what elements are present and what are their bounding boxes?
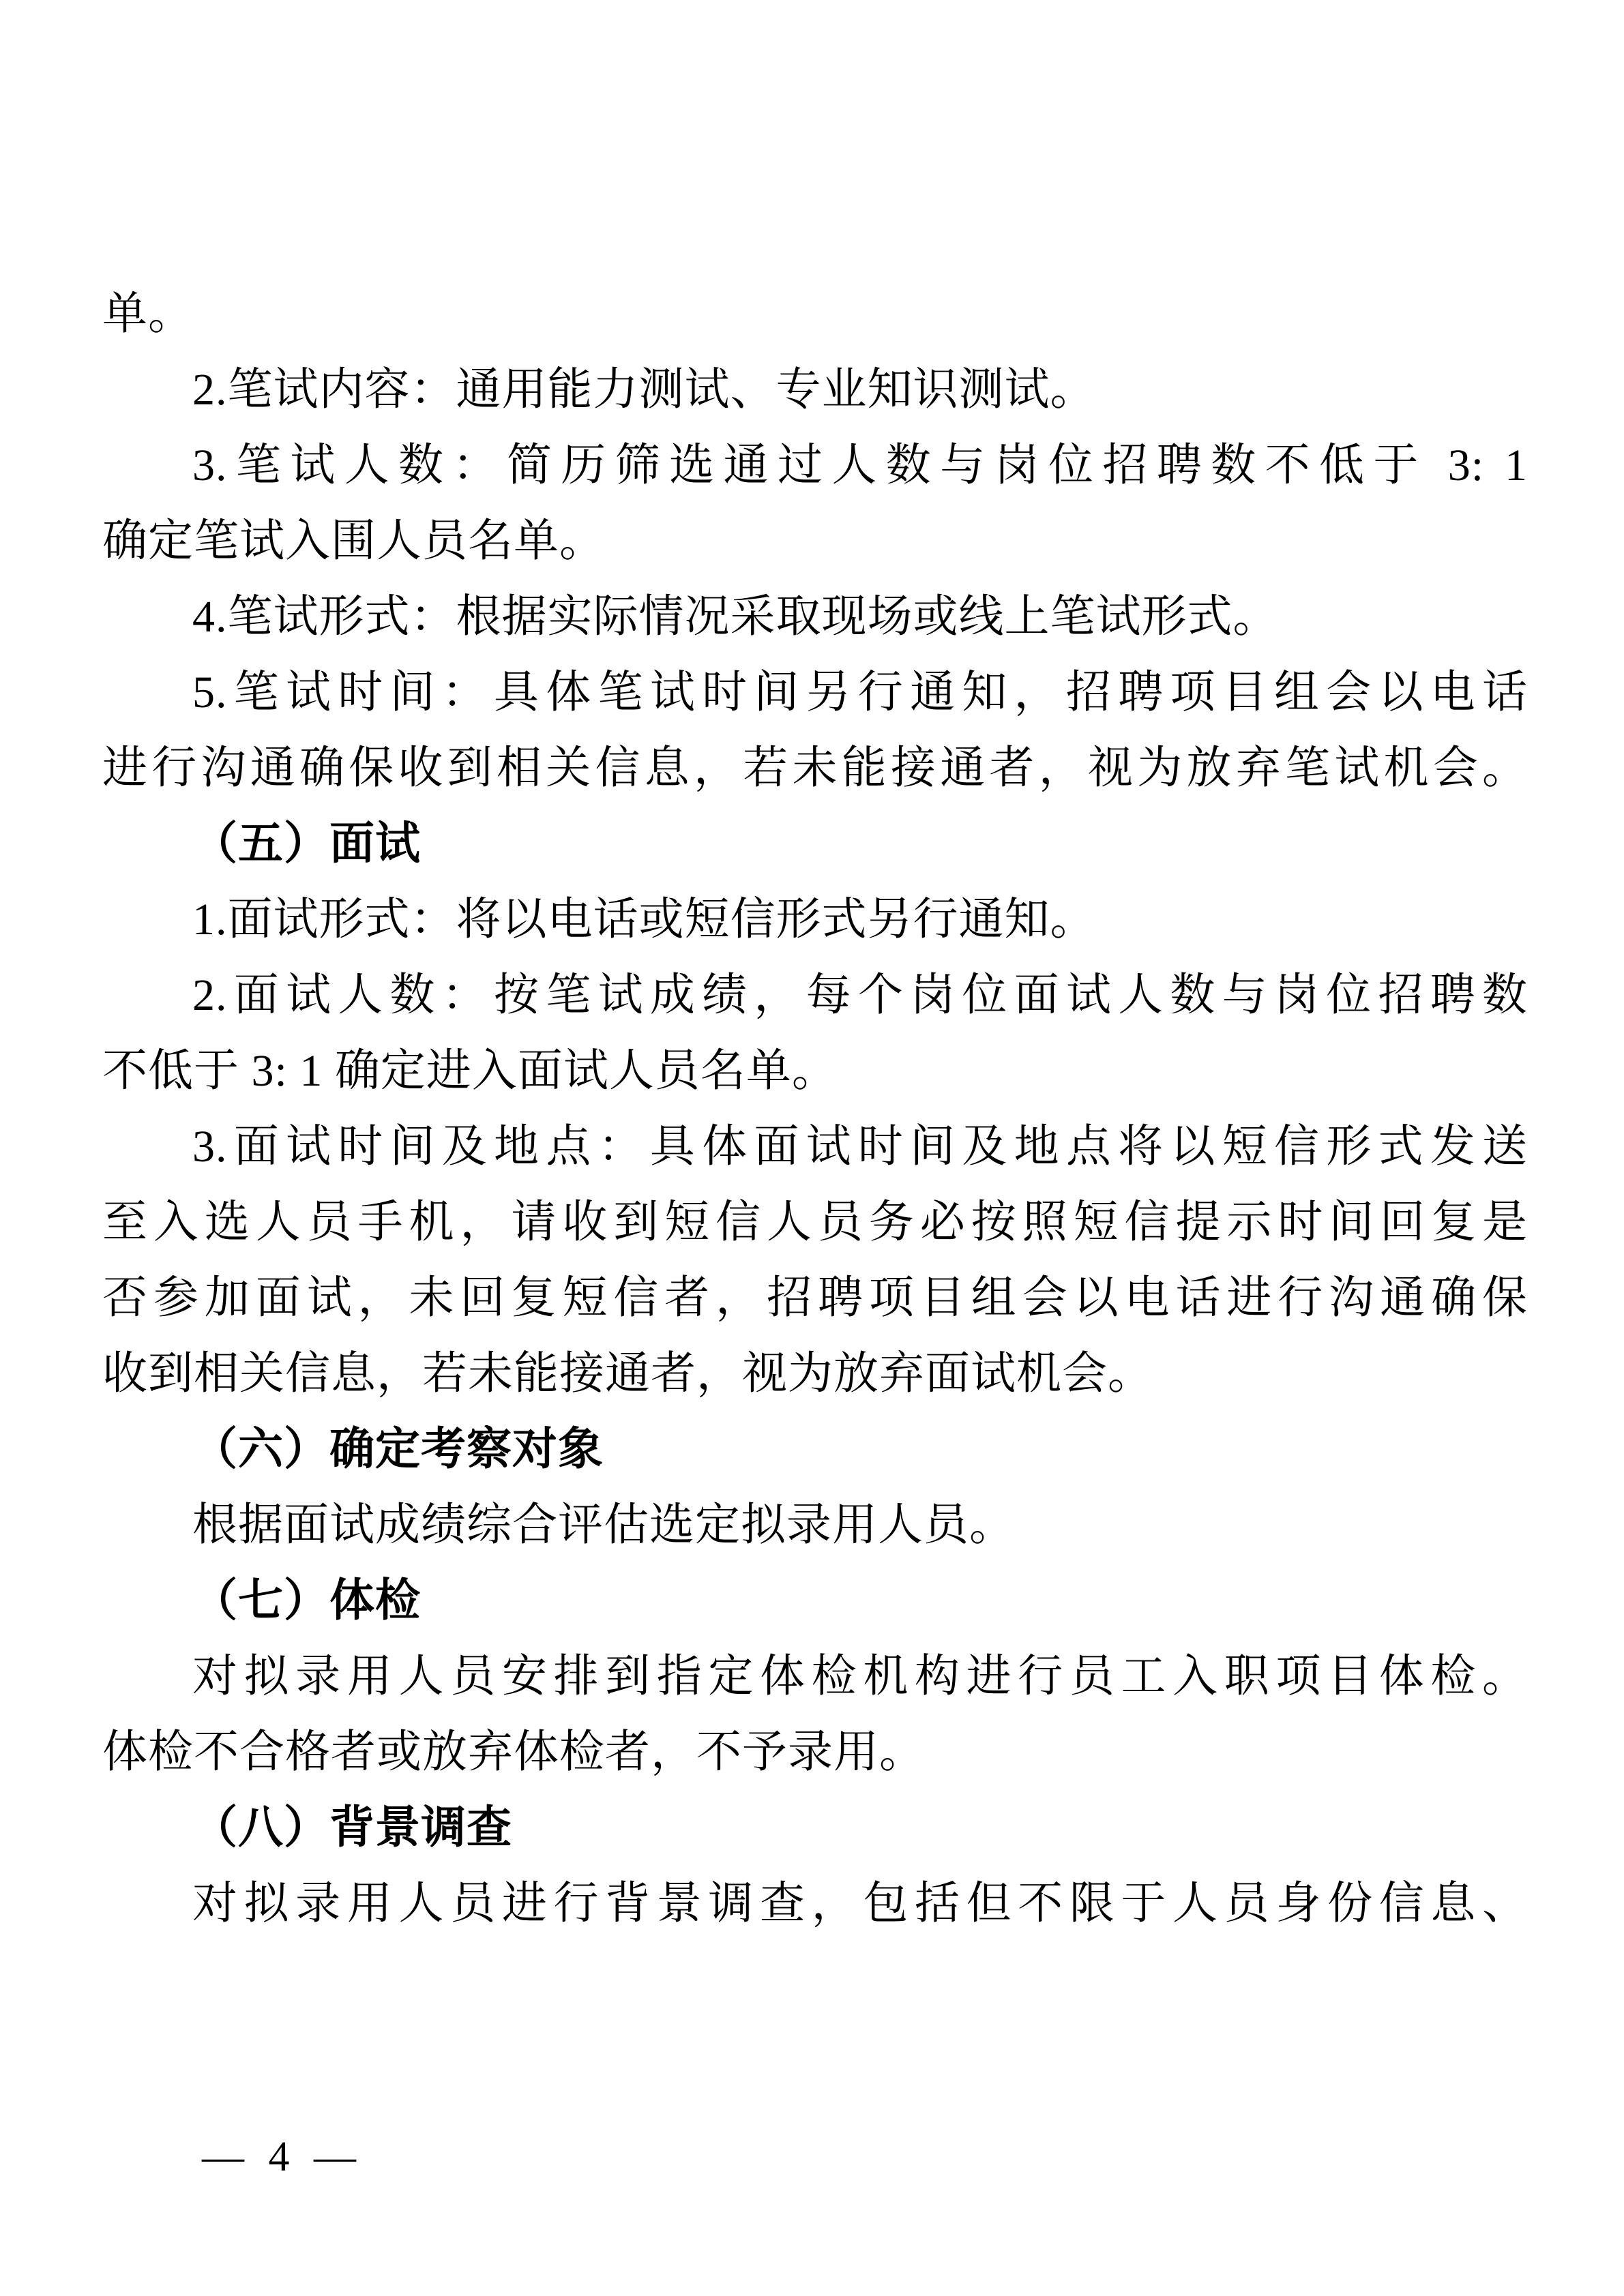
text-line: 4.笔试形式：根据实际情况采取现场或线上笔试形式。 <box>192 592 1279 642</box>
section-heading: （六）确定考察对象 <box>192 1425 604 1474</box>
text-line: 进行沟通确保收到相关信息，若未能接通者，视为放弃笔试机会。 <box>102 743 1528 793</box>
text-line: 收到相关信息，若未能接通者，视为放弃面试机会。 <box>102 1349 1153 1399</box>
text-line: 5.笔试时间：具体笔试时间另行通知，招聘项目组会以电话 <box>192 668 1528 717</box>
text-line: 2.面试人数：按笔试成绩，每个岗位面试人数与岗位招聘数 <box>192 970 1528 1020</box>
text-line: 3.面试时间及地点：具体面试时间及地点将以短信形式发送 <box>192 1122 1528 1172</box>
text-line: 体检不合格者或放弃体检者，不予录用。 <box>102 1727 925 1777</box>
text-line: 根据面试成绩综合评估选定拟录用人员。 <box>192 1500 1015 1550</box>
section-heading: （七）体检 <box>192 1576 421 1626</box>
text-line: 3.笔试人数：简历筛选通过人数与岗位招聘数不低于 3: 1 <box>192 441 1528 490</box>
text-line: 1.面试形式：将以电话或短信形式另行通知。 <box>192 895 1096 944</box>
text-line: 2.笔试内容：通用能力测试、专业知识测试。 <box>192 365 1096 415</box>
text-line: 至入选人员手机，请收到短信人员务必按照短信提示时间回复是 <box>102 1197 1528 1247</box>
page-number: — 4 — <box>202 2134 363 2180</box>
section-heading: （五）面试 <box>192 819 421 869</box>
text-line: 对拟录用人员安排到指定体检机构进行员工入职项目体检。 <box>192 1652 1528 1701</box>
text-line: 确定笔试入围人员名单。 <box>102 516 605 566</box>
text-line: 单。 <box>102 289 194 339</box>
section-heading: （八）背景调查 <box>192 1803 512 1853</box>
text-line: 否参加面试，未回复短信者，招聘项目组会以电话进行沟通确保 <box>102 1273 1528 1323</box>
text-line: 不低于 3: 1 确定进入面试人员名单。 <box>102 1046 838 1096</box>
text-line: 对拟录用人员进行背景调查，包括但不限于人员身份信息、 <box>192 1879 1528 1928</box>
